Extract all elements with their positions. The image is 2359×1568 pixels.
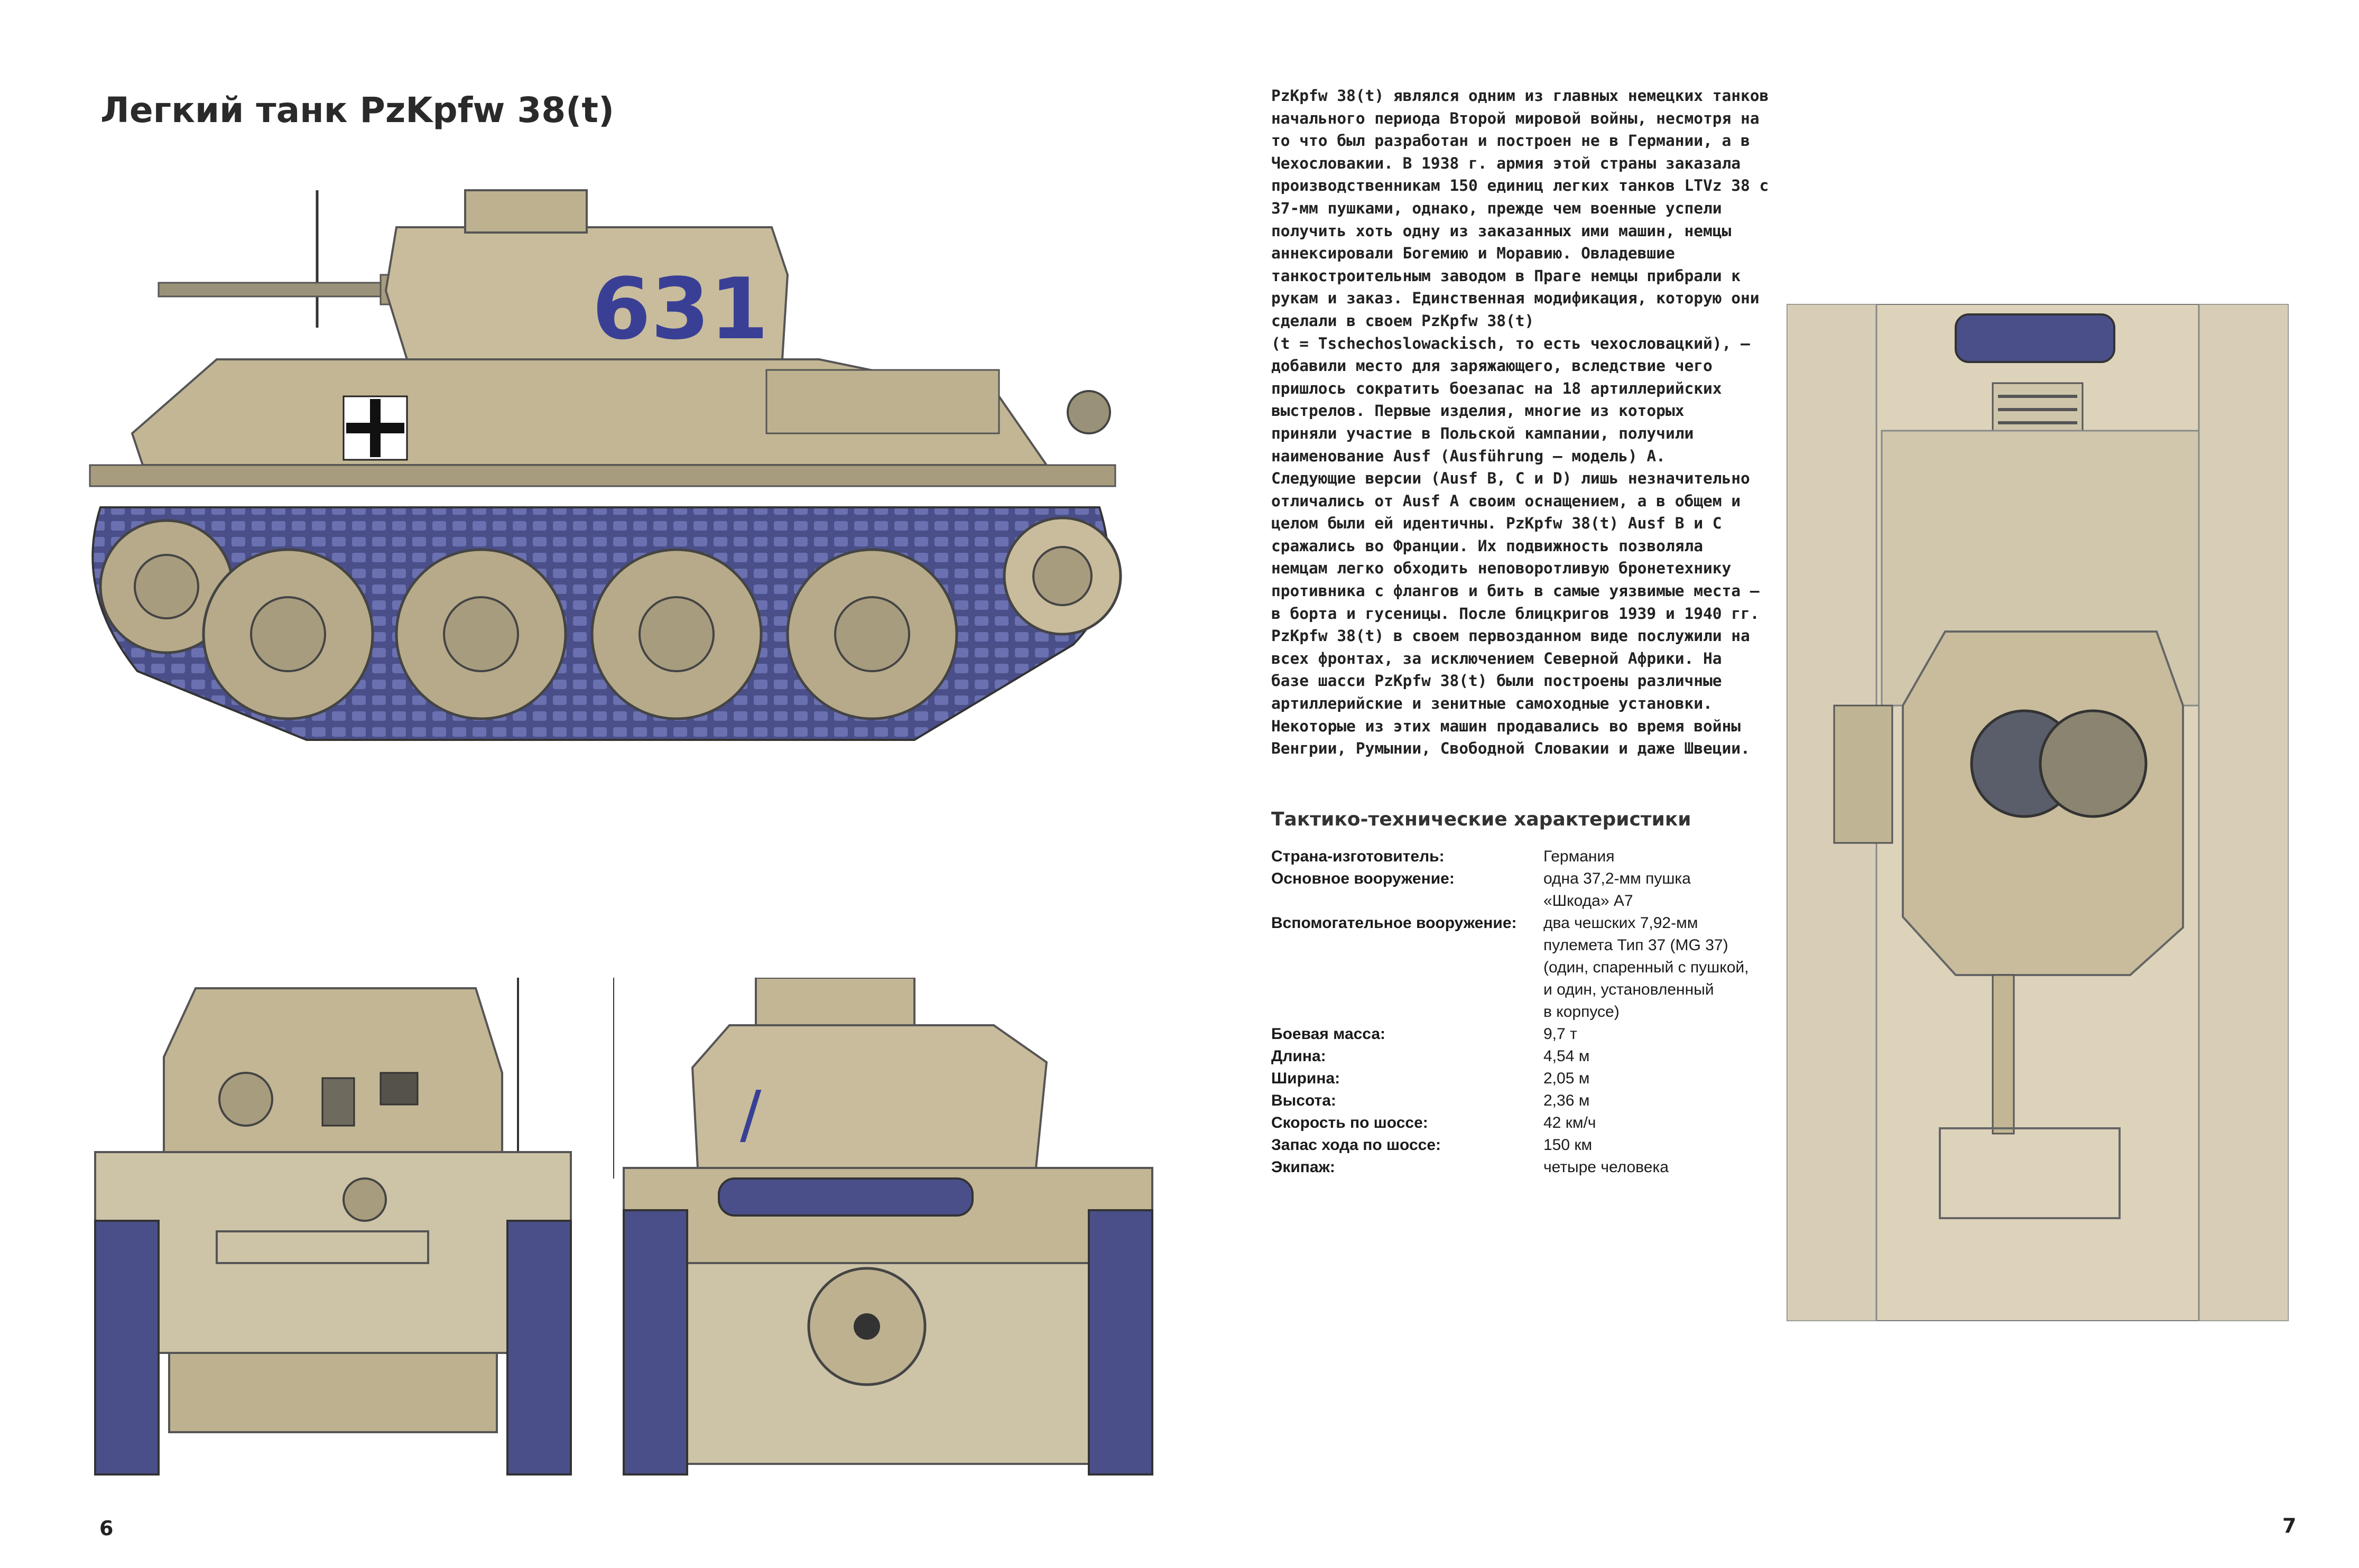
spec-row [1271, 1090, 1789, 1112]
hull-front [95, 1152, 571, 1353]
body-line: PzKpfw 38(t) в своем первозданном виде послужили на [1271, 627, 1750, 645]
crank-port [854, 1313, 880, 1340]
body-line: всех фронтах, за исключением Северной Африки. На [1271, 649, 1722, 667]
body-line: рукам и заказ. Единственная модификация, которую они [1271, 289, 1760, 308]
body-line: PzKpfw 38(t) являлся одним из главных немецких танков [1271, 87, 1769, 105]
idler-wheel [1004, 518, 1121, 634]
body-line: Венгрии, Румынии, Свободной Словакии и даже Швеции. [1271, 739, 1750, 758]
body-line: начального периода Второй мировой войны, несмотря на [1271, 109, 1760, 127]
exhaust-muffler [1068, 391, 1110, 433]
body-line: сделали в своем PzKpfw 38(t) [1271, 311, 1534, 330]
commander-cupola [756, 978, 914, 1025]
spec-value-line: (один, спаренный с пушкой, [1543, 959, 1749, 976]
spec-row [1271, 912, 1789, 1023]
commander-cupola [2040, 711, 2146, 817]
body-line: приняли участие в Польской кампании, получили [1271, 424, 1694, 442]
body-line: Чехословакии. В 1938 г. армия этой страны заказала [1271, 154, 1741, 172]
engine-deck [766, 370, 999, 433]
body-line: Следующие версии (Ausf B, C и D) лишь незначительно [1271, 469, 1750, 488]
hull-number-text: 631 [592, 259, 769, 358]
turret-number-fragment: / [740, 1078, 762, 1152]
body-line: то что был разработан и построен не в Германии, а в [1271, 132, 1750, 150]
spec-value-line: пулемета Тип 37 (MG 37) [1543, 936, 1728, 954]
spec-value-line: 42 км/ч [1543, 1114, 1596, 1131]
body-text [1271, 85, 1773, 760]
driver-visor [381, 1073, 418, 1105]
left-track [624, 1210, 687, 1474]
body-line: в борта и гусеницы. После блицкригов 1939 и 1940 гг. [1271, 604, 1760, 623]
spec-value [1543, 868, 1781, 912]
spec-value-line: Германия [1543, 848, 1615, 865]
commander-cupola [465, 190, 587, 233]
spec-value-line: 150 км [1543, 1136, 1593, 1154]
body-line: базе шасси PzKpfw 38(t) были построены различные [1271, 672, 1722, 690]
spec-row [1271, 846, 1789, 868]
spec-label: Боевая масса: [1271, 1025, 1386, 1043]
road-wheel-2 [396, 550, 566, 719]
body-line: пришлось сократить боезапас на 18 артиллерийских [1271, 379, 1722, 397]
gun-barrel [159, 283, 386, 296]
spec-label: Высота: [1271, 1092, 1336, 1109]
body-line: добавили место для заряжающего, вследствие чего [1271, 357, 1713, 375]
body-line: немцам легко обходить неповоротливую бронетехнику [1271, 559, 1732, 578]
right-track [507, 1221, 571, 1474]
spec-label: Запас хода по шоссе: [1271, 1136, 1441, 1154]
spec-label: Длина: [1271, 1047, 1326, 1065]
spec-row [1271, 1134, 1789, 1156]
spec-value-line: 2,36 м [1543, 1092, 1590, 1109]
right-track [1089, 1210, 1152, 1474]
spec-value [1543, 1023, 1781, 1045]
spec-value-line: 9,7 т [1543, 1025, 1577, 1043]
spec-label: Вспомогательное вооружение: [1271, 914, 1517, 932]
spec-value [1543, 1112, 1781, 1134]
hull-machine-gun [344, 1179, 386, 1221]
spec-row [1271, 1112, 1789, 1134]
left-track [95, 1221, 159, 1474]
tank-rear-view-illustration [613, 978, 1163, 1496]
body-line: противника с флангов и бить в самые уязвимые места — [1271, 582, 1760, 600]
body-line: выстрелов. Первые изделия, многие из которых [1271, 402, 1685, 420]
lower-glacis [169, 1353, 497, 1432]
exhaust-muffler [719, 1179, 973, 1216]
tank-top-view-illustration [1787, 304, 2289, 1321]
spec-label: Основное вооружение: [1271, 870, 1455, 887]
right-track-fender [2199, 304, 2289, 1321]
spec-row [1271, 868, 1789, 912]
spec-value-line: 2,05 м [1543, 1070, 1590, 1087]
spec-value-line: одна 37,2-мм пушка [1543, 870, 1691, 887]
spec-value [1543, 1045, 1781, 1068]
tank-front-view-illustration [69, 978, 597, 1496]
gun-mantlet [219, 1073, 272, 1126]
body-line: отличались от Ausf A своим оснащением, а в общем и [1271, 491, 1741, 510]
body-line: Некоторые из этих машин продавались во время войны [1271, 717, 1741, 735]
body-line: получить хоть одну из заказанных ими машин, немцы [1271, 221, 1732, 240]
spec-value [1543, 1068, 1781, 1090]
body-line: наименование Ausf (Ausführung — модель) A. [1271, 447, 1666, 465]
spec-value [1543, 1090, 1781, 1112]
spec-label: Ширина: [1271, 1070, 1340, 1087]
spec-value-line: 4,54 м [1543, 1047, 1590, 1065]
spec-value [1543, 1156, 1781, 1179]
spec-value-line: и один, установленный [1543, 981, 1714, 998]
spec-row [1271, 1023, 1789, 1045]
body-line: танкостроительным заводом в Праге немцы прибрали к [1271, 266, 1741, 285]
road-wheel-1 [203, 550, 373, 719]
spec-row [1271, 1068, 1789, 1090]
body-line: производственникам 150 единиц легких танков LTVz 38 с [1271, 177, 1769, 195]
body-line: целом были ей идентичны. PzKpfw 38(t) Ausf B и C [1271, 514, 1722, 533]
page-title: Легкий танк PzKpfw 38(t) [100, 90, 615, 131]
page-number-right: 7 [2282, 1514, 2297, 1537]
spec-value-line: «Шкода» А7 [1543, 892, 1633, 910]
exhaust-muffler [1956, 314, 2114, 362]
spec-value-line: в корпусе) [1543, 1003, 1620, 1020]
body-line: аннексировали Богемию и Моравию. Овладевшие [1271, 244, 1675, 263]
body-line: (t = Tschechoslowackisch, то есть чехословацкий), — [1271, 334, 1750, 352]
track-fender [90, 465, 1115, 486]
balkenkreuz-insignia [344, 396, 407, 460]
page-number-left: 6 [99, 1517, 114, 1540]
spec-label: Экипаж: [1271, 1158, 1335, 1176]
spec-label: Скорость по шоссе: [1271, 1114, 1428, 1131]
spec-value-line: четыре человека [1543, 1158, 1669, 1176]
road-wheel-4 [788, 550, 957, 719]
body-line: 37-мм пушками, однако, прежде чем военные успели [1271, 199, 1722, 217]
specs-heading: Тактико-технические характеристики [1271, 809, 1691, 830]
gun-barrel-top [1993, 975, 2014, 1134]
spec-row [1271, 1156, 1789, 1179]
spec-value [1543, 1134, 1781, 1156]
spec-value [1543, 912, 1781, 1023]
turret-front [164, 988, 502, 1152]
specs-table [1271, 846, 1789, 1179]
road-wheel-3 [592, 550, 761, 719]
tank-side-view-illustration [69, 169, 1163, 745]
body-line: артиллерийские и зенитные самоходные установки. [1271, 694, 1713, 713]
stowage-bin [1834, 706, 1892, 843]
spec-value [1543, 846, 1781, 868]
spec-label: Страна-изготовитель: [1271, 848, 1445, 865]
spec-row [1271, 1045, 1789, 1068]
vision-port [322, 1078, 354, 1126]
body-line: сражались во Франции. Их подвижность позволяла [1271, 536, 1703, 555]
spec-value-line: два чешских 7,92-мм [1543, 914, 1698, 932]
